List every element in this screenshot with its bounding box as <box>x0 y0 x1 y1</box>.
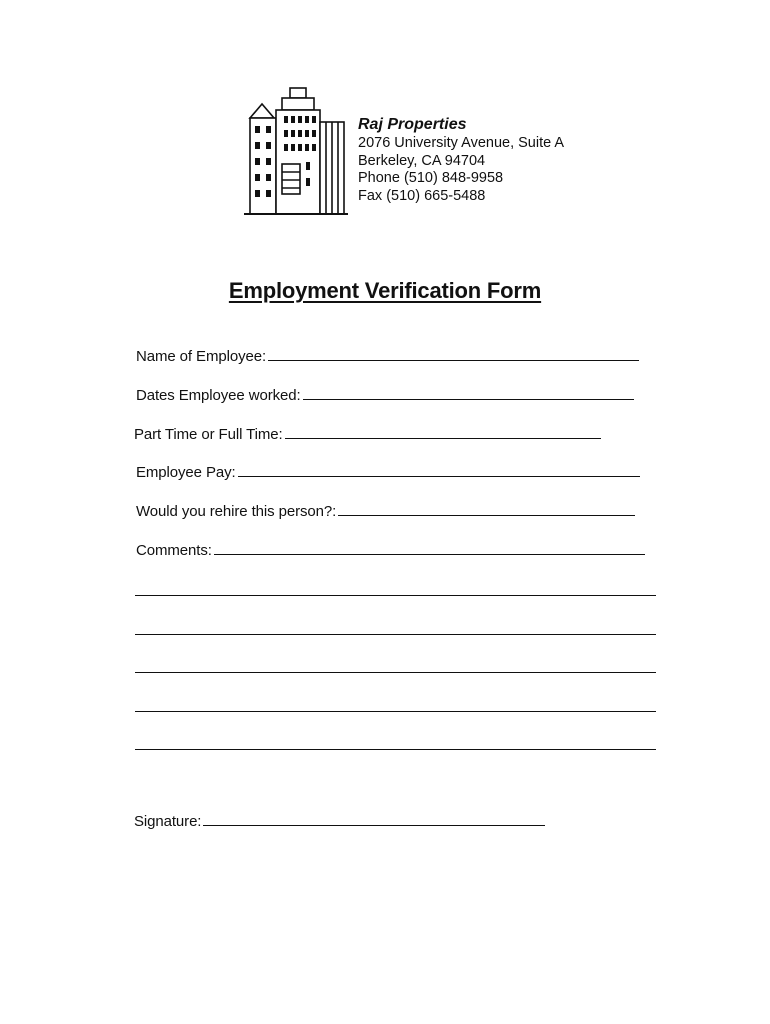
employee-pay-input-line[interactable] <box>238 463 640 477</box>
field-comments <box>136 541 645 560</box>
signature-input-line[interactable] <box>203 812 545 826</box>
field-dates-worked <box>136 386 634 405</box>
field-signature <box>134 812 545 831</box>
company-name: Raj Properties <box>358 116 467 133</box>
field-rehire <box>136 502 635 521</box>
comment-blank-line[interactable] <box>135 634 656 635</box>
company-phone: Phone (510) 848-9958 <box>358 170 504 186</box>
part-or-full-time-input-line[interactable] <box>285 425 601 439</box>
comment-blank-line[interactable] <box>135 672 656 673</box>
field-label: Signature: <box>134 813 202 830</box>
field-label: Comments: <box>136 542 212 559</box>
field-label: Dates Employee worked: <box>136 387 301 404</box>
field-label: Would you rehire this person?: <box>136 503 337 520</box>
employee-name-input-line[interactable] <box>268 347 639 361</box>
comments-input-line[interactable] <box>214 541 645 555</box>
dates-worked-input-line[interactable] <box>303 386 634 400</box>
field-employee-pay <box>136 463 640 482</box>
comment-blank-line[interactable] <box>135 749 656 750</box>
company-address-line-1: 2076 University Avenue, Suite A <box>358 135 565 151</box>
company-fax: Fax (510) 665-5488 <box>358 187 486 204</box>
field-label: Employee Pay: <box>136 464 236 481</box>
company-info <box>358 115 564 205</box>
comment-blank-line[interactable] <box>135 711 656 712</box>
company-address-line-2: Berkeley, CA 94704 <box>358 152 486 169</box>
office-buildings-icon <box>242 86 348 218</box>
rehire-input-line[interactable] <box>338 502 635 516</box>
field-part-or-full-time <box>134 425 601 444</box>
field-employee-name <box>136 347 639 366</box>
comment-blank-line[interactable] <box>135 595 656 596</box>
form-title-block <box>0 278 770 304</box>
field-label: Name of Employee: <box>136 348 267 365</box>
field-label: Part Time or Full Time: <box>134 426 283 443</box>
form-title: Employment Verification Form <box>228 278 542 303</box>
